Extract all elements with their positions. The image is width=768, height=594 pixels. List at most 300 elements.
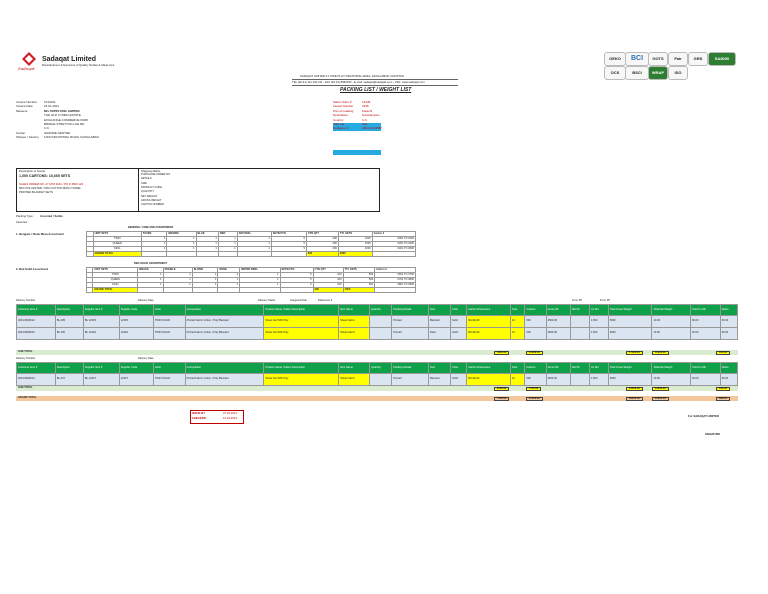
- delivery-date-label: Delivery Date: [138, 357, 154, 360]
- table-cell: 1000: [338, 242, 372, 247]
- header-cell: CTN QTY: [313, 268, 343, 273]
- table-cell: Sheet Fabric: [339, 374, 370, 386]
- table-cell: Solid: [450, 374, 466, 386]
- table-cell: 1: [237, 247, 271, 252]
- table-cell: Sheet Set 50% Poly: [264, 328, 339, 340]
- table-cell: 2500.00: [546, 374, 570, 386]
- total-value: 10000.00: [652, 351, 669, 356]
- table-cell: 5000: [608, 374, 652, 386]
- table-cell: 100: [313, 283, 343, 288]
- table-cell: 1: [167, 247, 196, 252]
- header-cell: SETS/CTN: [271, 232, 306, 237]
- table-cell: 0401 TO 0600: [372, 247, 415, 252]
- info-label: Invoice Date: [16, 104, 33, 109]
- certification-logo: GRS: [688, 52, 708, 66]
- header-cell: UNIT SETS: [93, 268, 138, 273]
- table-cell: 5: [271, 237, 306, 242]
- header-cell: Carton Dimensions: [467, 363, 511, 374]
- from-pp-label: From PP: [572, 299, 583, 302]
- grand-total-sets: 1500: [343, 288, 375, 293]
- shipping-mark: QUANTITY: [141, 190, 155, 194]
- header-cell: Customer Item #: [17, 305, 56, 316]
- table-cell: KING: [93, 247, 141, 252]
- table-cell: 500: [525, 374, 546, 386]
- header-cell: NATURAL: [237, 232, 271, 237]
- total-value: 2500.00: [494, 387, 509, 392]
- issue-by-label: ISSUE BY: [192, 411, 206, 415]
- table-cell: 1: [167, 242, 196, 247]
- header-row: [17, 363, 738, 374]
- delivery-status-label: Delivery Status: [258, 299, 276, 302]
- grand-total-label: GRAND TOTAL: [93, 288, 138, 293]
- grand-total-qty: 600: [306, 252, 338, 257]
- table-cell: Printed Fabric Cotton / Poly Blended: [185, 316, 264, 328]
- header-cell: Size: [429, 305, 451, 316]
- table-cell: Printed: [392, 374, 429, 386]
- info-value: 3345: [362, 104, 369, 109]
- shipping-mark: CARTON NUMBER: [141, 203, 164, 207]
- issue-by-value: 07.04.2021: [223, 411, 237, 415]
- info-value: EXCHANGE COMMERCE PARK: [44, 117, 89, 122]
- delivery-date-label: Delivery Date: [138, 299, 154, 302]
- table-cell: BL 12347: [83, 374, 119, 386]
- table-cell: 60.00: [720, 374, 737, 386]
- info-value: U.K.: [362, 117, 368, 122]
- table-cell: [570, 328, 589, 340]
- table-cell: 1: [192, 273, 218, 278]
- info-value: ABCU1234567: [362, 126, 383, 131]
- header-cell: Composition: [185, 305, 264, 316]
- info-value: GRANDE GENTRE: [44, 130, 71, 135]
- info-label: Destination: [333, 113, 349, 118]
- table-cell: 5: [280, 283, 313, 288]
- description-line: 50% POLYESTER / 50% COTTON BATH TOWEL: [19, 186, 82, 190]
- company-name: Sadaqat Limited: [42, 56, 97, 63]
- total-value: 20000.00: [652, 397, 669, 402]
- table-cell: 500: [525, 316, 546, 328]
- assortment-band: RED SOLID ASSORTMENT: [134, 262, 167, 265]
- table-cell: Blended: [429, 316, 451, 328]
- header-cell: Packing Details: [392, 305, 429, 316]
- delivery-number-label: Delivery Number: [16, 299, 36, 302]
- table-cell: 5: [280, 278, 313, 283]
- table-cell: BL 12345: [83, 316, 119, 328]
- table-row: [17, 374, 738, 386]
- assortment-table: [86, 267, 416, 293]
- company-address: SADAQAT LIMITED A 1 PIPE PLOT INDUSTRIAL AREA, FAISALABAD, PAKISTAN: [300, 74, 404, 78]
- table-cell: 1: [237, 242, 271, 247]
- table-cell: 1: [218, 283, 240, 288]
- grand-total-sets: 3000: [338, 252, 372, 257]
- table-cell: 4001 8000012: [17, 316, 56, 328]
- table-cell: 1: [163, 278, 192, 283]
- blank-cell: [192, 288, 218, 293]
- header-cell: RED: [218, 232, 237, 237]
- header-row: [17, 305, 738, 316]
- table-cell: TWIN SOLID: [153, 374, 185, 386]
- header-cell: Item Name: [339, 363, 370, 374]
- table-cell: 60x40x30: [467, 374, 511, 386]
- signature-label: SIGNATURE: [705, 433, 721, 436]
- table-cell: [370, 328, 392, 340]
- grand-total-row: [87, 288, 416, 293]
- table-cell: 4001 8000014: [17, 374, 56, 386]
- info-value: 1010101: [44, 100, 56, 104]
- header-cell: Supplier Code: [119, 363, 153, 374]
- header-cell: TTL SETS: [338, 232, 372, 237]
- table-cell: 500: [343, 273, 375, 278]
- shipping-mark: SIZE: [141, 181, 147, 185]
- info-label: Port of Loading: [333, 108, 354, 113]
- table-cell: 12345: [119, 316, 153, 328]
- total-value: 12600.00: [626, 387, 643, 392]
- assigned-date-label: Assigned Date: [290, 299, 307, 302]
- certification-logo: OCS: [604, 66, 626, 80]
- table-cell: TWIN: [93, 237, 141, 242]
- subtotal-label: SUB TOTAL: [18, 386, 33, 389]
- table-cell: BL 436: [55, 328, 83, 340]
- grand-total-label: GRAND TOTAL: [93, 252, 141, 257]
- assortment-title: 1. Bungalo / Sleek Mesa Assortment: [16, 232, 64, 236]
- total-value: 330.00: [716, 397, 730, 402]
- table-cell: 1,500: [589, 328, 608, 340]
- header-cell: SLIVER: [192, 268, 218, 273]
- header-cell: Color: [450, 305, 466, 316]
- table-cell: 1: [218, 237, 237, 242]
- table-cell: 1: [192, 278, 218, 283]
- blank-cell: [163, 288, 192, 293]
- info-label: Container #: [333, 126, 349, 131]
- header-cell: Gross Wt: [546, 305, 570, 316]
- table-cell: 1: [192, 283, 218, 288]
- table-cell: 500: [343, 278, 375, 283]
- reference-label: Reference #: [318, 299, 333, 302]
- info-label: Invoice Number: [16, 100, 38, 104]
- header-cell: Supplier Item #: [83, 305, 119, 316]
- table-cell: 1: [196, 247, 218, 252]
- header-cell: Color: [153, 305, 185, 316]
- header-cell: Carton #: [375, 268, 416, 273]
- header-cell: Size: [429, 363, 451, 374]
- table-cell: 100: [313, 278, 343, 283]
- blank-cell: [240, 288, 280, 293]
- table-cell: 1: [163, 283, 192, 288]
- table-cell: [370, 316, 392, 328]
- header-cell: BLUE: [196, 232, 218, 237]
- certification-logo: OEKO: [604, 52, 626, 66]
- table-cell: 5000: [608, 328, 652, 340]
- header-cell: Carton Dimensions: [467, 305, 511, 316]
- description-heading: Description of Goods: [19, 169, 46, 173]
- table-row: [17, 316, 738, 328]
- table-cell: 1: [240, 273, 280, 278]
- table-cell: Plain: [429, 328, 451, 340]
- table-cell: 10: [511, 374, 525, 386]
- table-cell: QUEEN: [93, 242, 141, 247]
- packing-type-value: Assorted / Solids: [40, 214, 63, 218]
- header-cell: Notes: [720, 363, 737, 374]
- header-cell: BROWN: [167, 232, 196, 237]
- company-logo-icon: [22, 52, 36, 66]
- table-cell: 1000: [338, 237, 372, 242]
- assorted-label: Assorted :: [16, 220, 29, 224]
- table-cell: 1,500: [589, 316, 608, 328]
- shipping-mark: NET WEIGHT: [141, 194, 158, 198]
- table-cell: 60.00: [720, 316, 737, 328]
- header-cell: BRASS: [138, 268, 163, 273]
- header-cell: Cartons: [525, 363, 546, 374]
- header-cell: Total Net Weight: [652, 305, 691, 316]
- table-cell: 1: [141, 237, 167, 242]
- blank-cell: [280, 288, 313, 293]
- table-row: [17, 328, 738, 340]
- table-cell: 1: [138, 278, 163, 283]
- certification-logo: BCI: [625, 52, 649, 66]
- blank-cell: [218, 288, 240, 293]
- table-cell: 200: [306, 247, 338, 252]
- grand-total-row: [87, 252, 416, 257]
- info-value: Karachi: [362, 108, 373, 113]
- blank-cell: [237, 252, 271, 257]
- blank-cell: [167, 252, 196, 257]
- description-box: [16, 168, 380, 212]
- table-cell: Printed: [392, 328, 429, 340]
- for-company-label: For SADAQAT LIMITED: [688, 414, 719, 418]
- table-cell: Sheet Fabric: [339, 316, 370, 328]
- grand-total-qty: 300: [313, 288, 343, 293]
- table-cell: 1: [218, 247, 237, 252]
- header-cell: UNIT SETS: [93, 232, 141, 237]
- info-value: THE OLD CYMRU ESTATE: [44, 113, 81, 118]
- info-label: Shipper / Factory: [16, 135, 39, 140]
- info-value: M/s SUPPLYING LIMITED: [44, 108, 80, 113]
- table-cell: 60.00: [690, 374, 720, 386]
- company-tagline: Manufacturers & Exporters of Quality Textiles & Made-Ups: [42, 63, 115, 67]
- table-cell: 200: [306, 242, 338, 247]
- info-label: Vessel Number: [333, 104, 354, 109]
- table-cell: [370, 374, 392, 386]
- table-cell: 5: [271, 247, 306, 252]
- logo-script: Sadaqat: [18, 66, 35, 71]
- table-cell: 10: [511, 316, 525, 328]
- header-cell: Sets: [511, 305, 525, 316]
- header-cell: ROSE: [218, 268, 240, 273]
- table-cell: 10.00: [652, 374, 691, 386]
- table-cell: 12346: [119, 328, 153, 340]
- table-cell: 100: [313, 273, 343, 278]
- header-cell: Cu Mtr: [589, 305, 608, 316]
- description-total: 1,000 CARTONS: 10,665 SETS: [19, 174, 71, 178]
- total-value: 30200.00: [626, 397, 643, 402]
- table-cell: TWIN SOLID: [153, 328, 185, 340]
- header-cell: Description: [55, 305, 83, 316]
- header-cell: Product Name / Fabric Description: [264, 305, 339, 316]
- table-cell: 5: [280, 273, 313, 278]
- table-cell: 1: [196, 237, 218, 242]
- table-cell: 1: [167, 237, 196, 242]
- table-cell: Printed: [392, 316, 429, 328]
- header-cell: Packing Details: [392, 363, 429, 374]
- blank-cell: [375, 288, 416, 293]
- info-label: Messers: [16, 108, 28, 113]
- table-cell: Printed Fabric Cotton / Poly Blended: [185, 328, 264, 340]
- header-cell: Total Cu Mtr: [690, 363, 720, 374]
- info-label: Ship Via: [333, 122, 345, 126]
- header-cell: Gross Wt: [546, 363, 570, 374]
- table-cell: 200: [306, 237, 338, 242]
- table-cell: 1000: [338, 247, 372, 252]
- blank-cell: [87, 252, 94, 257]
- table-cell: 1: [163, 273, 192, 278]
- total-value: 22500.00: [526, 397, 543, 402]
- info-value: Sea: [362, 122, 368, 126]
- table-cell: [570, 316, 589, 328]
- grand-total-label: GRAND TOTAL: [18, 396, 37, 399]
- shipping-mark: PRODUCT CODE: [141, 185, 162, 189]
- total-value: 5000.00: [494, 351, 509, 356]
- header-cell: Sets: [511, 363, 525, 374]
- highlight-bar: [333, 150, 381, 155]
- header-cell: Carton #: [372, 232, 415, 237]
- info-value: 15.01.2021: [44, 104, 60, 109]
- header-cell: Customer Item #: [17, 363, 56, 374]
- header-cell: Cartons: [525, 305, 546, 316]
- packing-table: [16, 362, 738, 386]
- description-line: PRINTED BLANKET SETS: [19, 190, 53, 194]
- header-cell: Quantity: [370, 305, 392, 316]
- shipping-mark: PURCHASE ORDER NO.: [141, 173, 171, 176]
- total-value: 15000.00: [526, 351, 543, 356]
- header-cell: Color: [450, 363, 466, 374]
- header-cell: Total Net Weight: [652, 363, 691, 374]
- packing-table: [16, 304, 738, 340]
- header-cell: Supplier Item #: [83, 363, 119, 374]
- info-value: 12345: [362, 100, 371, 104]
- table-cell: [570, 374, 589, 386]
- table-cell: BL 437: [55, 374, 83, 386]
- table-cell: Sheet Fabric: [339, 328, 370, 340]
- table-cell: 60.00: [720, 328, 737, 340]
- table-cell: 0001 TO 0200: [372, 237, 415, 242]
- table-cell: 1: [218, 278, 240, 283]
- table-cell: 1,500: [589, 374, 608, 386]
- table-cell: 1: [196, 242, 218, 247]
- table-cell: Sheet Set 50% Poly: [264, 374, 339, 386]
- table-cell: Blended: [429, 374, 451, 386]
- blank-cell: [196, 252, 218, 257]
- header-cell: Description: [55, 363, 83, 374]
- checked-label: CHECKED: [192, 416, 206, 420]
- divider: [292, 85, 458, 86]
- blank-cell: [372, 252, 415, 257]
- assortment-table: [86, 231, 416, 257]
- certification-logo: ISO: [668, 66, 688, 80]
- assortment-title: 2. Red Solid Assortment: [16, 267, 49, 271]
- table-cell: 60.00: [690, 316, 720, 328]
- table-cell: Solid: [450, 316, 466, 328]
- table-cell: 1: [138, 283, 163, 288]
- table-cell: 4001 8000013: [17, 328, 56, 340]
- header-cell: Net Wt: [570, 305, 589, 316]
- table-cell: 1: [218, 273, 240, 278]
- header-cell: Product Name / Fabric Description: [264, 363, 339, 374]
- header-cell: Composition: [185, 363, 264, 374]
- table-cell: 1: [218, 242, 237, 247]
- table-cell: 2500.00: [546, 316, 570, 328]
- certification-logo: BSCI: [625, 66, 649, 80]
- info-label: Sales Order #: [333, 100, 352, 104]
- table-cell: 0601 TO 0700: [375, 273, 416, 278]
- header-cell: Cu Mtr: [589, 363, 608, 374]
- info-value: BRIDGE STRETTON LUE RD: [44, 122, 85, 126]
- table-cell: 10.00: [652, 316, 691, 328]
- table-cell: 5: [271, 242, 306, 247]
- total-value: 165.00: [716, 351, 730, 356]
- certification-logo: SA8000: [708, 52, 736, 66]
- table-cell: KING: [93, 283, 138, 288]
- header-cell: Color: [153, 363, 185, 374]
- delivery-number-label: Delivery Number: [16, 357, 36, 360]
- checked-value: 12.04.2021: [223, 416, 237, 420]
- table-cell: 10.00: [652, 328, 691, 340]
- header-cell: CTN QTY: [306, 232, 338, 237]
- table-cell: 1: [138, 273, 163, 278]
- table-cell: 1: [141, 242, 167, 247]
- table-cell: Printed Fabric Cotton / Poly Blended: [185, 374, 264, 386]
- header-cell: Net Wt: [570, 363, 589, 374]
- from-pp-label: From PP: [600, 299, 611, 302]
- blank-cell: [218, 252, 237, 257]
- table-cell: 0201 TO 0400: [372, 242, 415, 247]
- company-contact: TEL (92-41) 111 100 111 - FAX (92-41) 8860032 - E-mail: sadaqat@sadaqat.com - URL: www.sadaqat.com: [292, 80, 425, 84]
- total-value: 165.00: [716, 387, 730, 392]
- table-cell: 60.00: [690, 328, 720, 340]
- table-cell: BL 12346: [83, 328, 119, 340]
- table-cell: 2500.00: [546, 328, 570, 340]
- shipping-marks-heading: Shipping Marks: [141, 169, 161, 173]
- total-value: 10000.00: [652, 387, 669, 392]
- header-cell: Total Gross Weight: [608, 305, 652, 316]
- table-cell: 5000: [608, 316, 652, 328]
- assortment-band: BEDDING / CRIB AND ASSORTMENT: [128, 226, 174, 229]
- certification-logo: GOTS: [648, 52, 668, 66]
- header-cell: Item Name: [339, 305, 370, 316]
- header-cell: Quantity: [370, 363, 392, 374]
- table-cell: 0701 TO 0800: [375, 278, 416, 283]
- info-label: Carrier: [16, 130, 26, 135]
- header-cell: TAUPE: [141, 232, 167, 237]
- info-value: U.K.: [44, 126, 50, 131]
- total-value: 7500.00: [526, 387, 541, 392]
- subtotal-label: SUB TOTAL: [18, 350, 33, 353]
- info-label: Country: [333, 117, 344, 122]
- table-cell: 1: [237, 237, 271, 242]
- certification-logo: WRAP: [648, 66, 668, 80]
- table-cell: 500: [525, 328, 546, 340]
- description-line: SALES ORDER NO. 27 ATM 2021 / PO # 4500 123: [19, 182, 83, 186]
- blank-cell: [271, 252, 306, 257]
- header-cell: Total Cu Mtr: [690, 305, 720, 316]
- table-cell: TWIN: [93, 273, 138, 278]
- document-title: PACKING LIST / WEIGHT LIST: [340, 87, 412, 93]
- table-cell: 1: [240, 278, 280, 283]
- header-cell: WATER RING: [240, 268, 280, 273]
- header-cell: SETS/CTN: [280, 268, 313, 273]
- shipping-mark: DETAILS: [141, 177, 152, 181]
- table-cell: QUEEN: [93, 278, 138, 283]
- info-value: Southampton: [362, 113, 380, 118]
- header-cell: TTL SETS: [343, 268, 375, 273]
